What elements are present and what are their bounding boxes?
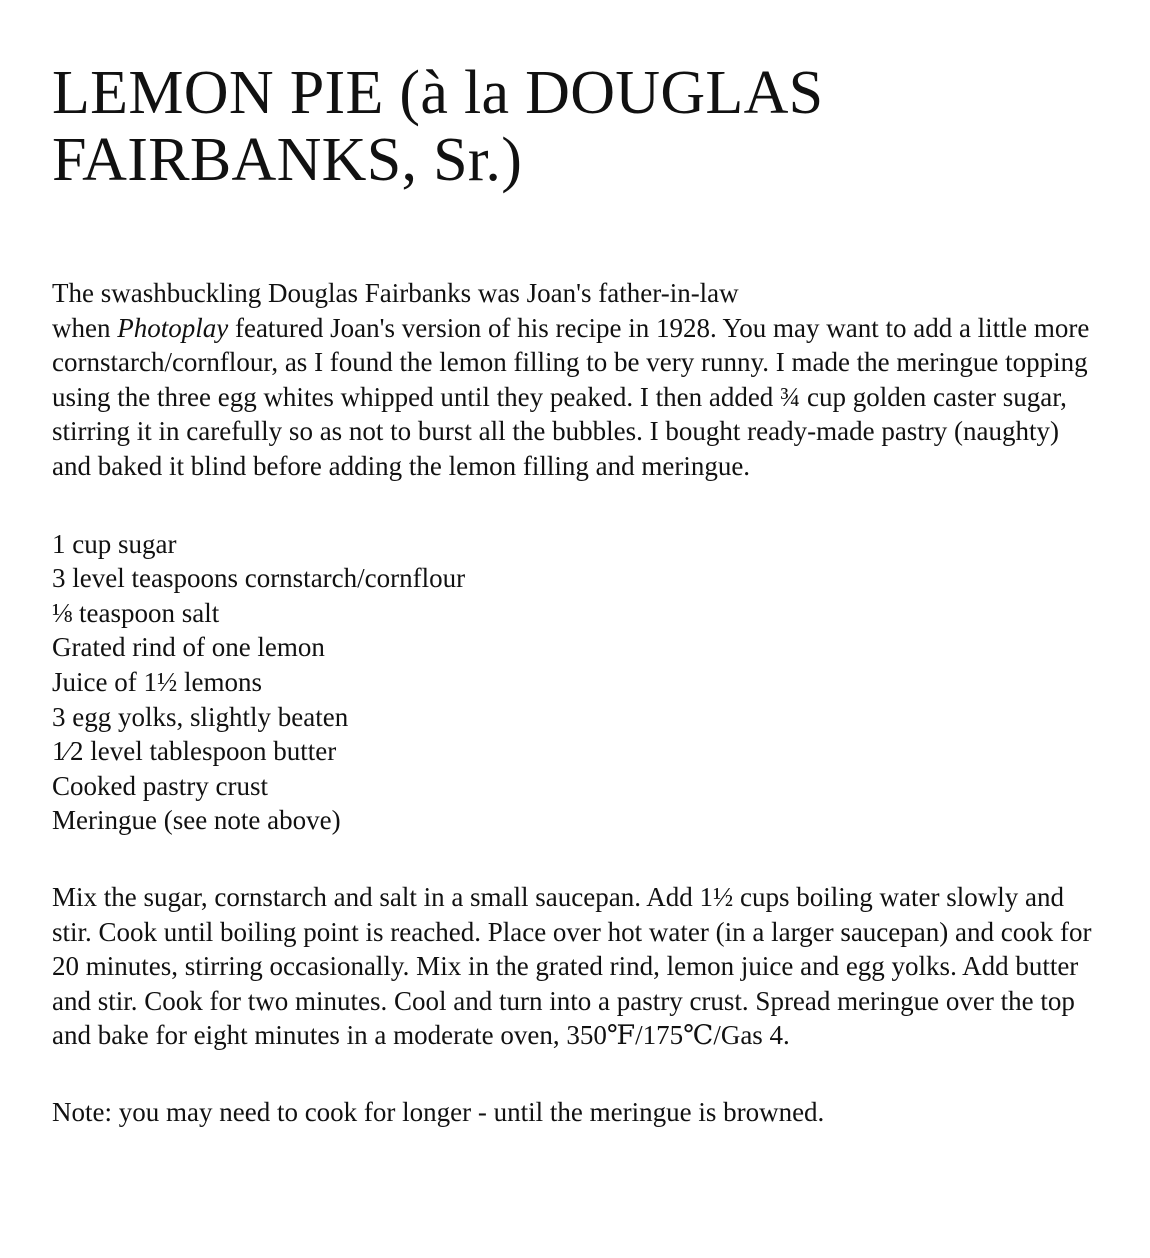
intro-after-em: featured Joan's version of his recipe in 1928. You may want to add a little more cornstarch/cornflour, as I found the lemon filling to be very runny. I made the meringue topping using the three egg whites whipped until they peaked. I then added ¾ cup golden caster sugar, stirring it in carefully so as not to burst all the bubbles. I bought ready-made pastry (naughty) and baked it blind before adding the lemon filling and meringue. — [52, 312, 1090, 481]
ingredient-item: Juice of 1½ lemons — [52, 666, 262, 697]
ingredient-item: 1 cup sugar — [52, 528, 177, 559]
method-paragraph: Mix the sugar, cornstarch and salt in a small saucepan. Add 1½ cups boiling water slowly and stir. Cook until boiling point is reached. Place over hot water (in a larger saucepan) and cook for 20 minutes, stirring occasionally. Mix in the grated rind, lemon juice and egg yolks. Add butter and stir. Cook for two minutes. Cool and turn into a pastry crust. Spread meringue over the top and bake for eight minutes in a moderate oven, 350℉/175℃/Gas 4. — [52, 881, 1092, 1051]
ingredient-item: Meringue (see note above) — [52, 805, 341, 836]
intro-before-em: when — [52, 312, 118, 343]
recipe-title — [52, 60, 1098, 194]
intro-line-1: The swashbuckling Douglas Fairbanks was Joan's father-in-law — [52, 278, 739, 308]
intro-magazine-name: Photoplay — [117, 312, 229, 343]
ingredient-item: 1⁄2 level tablespoon butter — [52, 736, 337, 767]
ingredient-item: Grated rind of one lemon — [52, 632, 325, 663]
recipe-title-line-1: LEMON PIE (à la DOUGLAS — [52, 59, 824, 127]
ingredient-item: Cooked pastry crust — [52, 770, 268, 801]
ingredient-item: 3 egg yolks, slightly beaten — [52, 701, 349, 732]
ingredients-list — [52, 527, 1098, 838]
ingredient-item: 3 level teaspoons cornstarch/cornflour — [52, 563, 466, 594]
note-paragraph: Note: you may need to cook for longer - until the meringue is browned. — [52, 1096, 825, 1127]
intro-paragraph — [52, 276, 1098, 484]
recipe-title-line-2: FAIRBANKS, Sr.) — [52, 126, 523, 194]
ingredient-item: ⅛ teaspoon salt — [52, 597, 220, 628]
